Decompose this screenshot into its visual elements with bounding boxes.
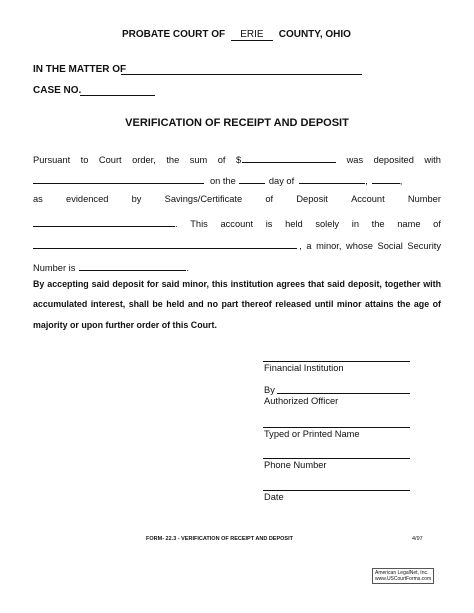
day-of-label: day of	[268, 176, 295, 186]
amount-field[interactable]	[242, 151, 336, 163]
institution-signature-line[interactable]	[263, 361, 410, 362]
p1-word: the	[371, 219, 385, 229]
para1-line6	[33, 259, 189, 273]
county-value: ERIE	[240, 29, 264, 40]
period: .	[186, 263, 189, 273]
p1-word: of	[217, 155, 226, 165]
officer-signature-line[interactable]	[277, 393, 410, 394]
period: .	[175, 219, 178, 229]
para2-line3	[33, 320, 217, 330]
p1-word: deposited	[373, 155, 414, 165]
date-line[interactable]	[263, 490, 410, 491]
para1-line2	[33, 172, 441, 186]
para2-line1	[33, 279, 441, 289]
form-revision: 4/97	[412, 536, 423, 542]
p1-word: sum	[189, 155, 208, 165]
matter-field[interactable]	[121, 74, 362, 75]
on-the-label: on the	[210, 176, 236, 186]
printed-name-line[interactable]	[263, 427, 410, 428]
p1-word: Account	[351, 194, 385, 204]
year-field[interactable]	[372, 172, 400, 184]
para2-line1-text: By accepting said deposit for said minor, this institution agrees that said deposit, together with	[33, 279, 441, 289]
p1-word: name	[397, 219, 421, 229]
institution-name-field[interactable]	[33, 172, 204, 184]
p1-word: Savings/Certificate	[164, 194, 243, 204]
p1-word: account	[220, 219, 254, 229]
p1-word: held	[285, 219, 303, 229]
case-number-field[interactable]	[80, 95, 155, 96]
dollar-sign: $	[235, 155, 242, 165]
p1-word: Deposit	[296, 194, 328, 204]
p1-word: with	[424, 155, 441, 165]
p1-word: as	[33, 194, 43, 204]
p1-word: Court	[98, 155, 122, 165]
p1-word: is	[265, 219, 273, 229]
month-field[interactable]	[299, 172, 365, 184]
p1-word: the	[166, 155, 180, 165]
para2-line2-text: accumulated interest, shall be held and no part thereof released until minor attains the age of	[33, 299, 441, 309]
para1-line4	[33, 215, 441, 229]
matter-label: IN THE MATTER OF	[33, 64, 127, 75]
minor-text: , a minor, whose Social Security	[299, 241, 441, 251]
ssn-label: Number is	[33, 263, 76, 273]
publisher-line2: www.USCourtForms.com	[375, 576, 432, 582]
p1-word: of	[265, 194, 274, 204]
court-suffix: COUNTY, OHIO	[278, 29, 351, 40]
para1-line3	[33, 194, 441, 204]
p1-word: to	[80, 155, 89, 165]
p1-word: Pursuant	[33, 155, 71, 165]
p1-word: solely	[315, 219, 340, 229]
p1-word: by	[131, 194, 142, 204]
court-prefix: PROBATE COURT OF	[122, 29, 226, 40]
p1-word: Number	[407, 194, 441, 204]
date-label: Date	[264, 492, 284, 502]
officer-label: Authorized Officer	[264, 396, 339, 406]
account-number-group	[33, 215, 178, 229]
account-number-field[interactable]	[33, 215, 175, 227]
publisher-stamp	[372, 568, 434, 584]
comma: ,	[365, 176, 368, 186]
para2-line2	[33, 299, 441, 309]
case-label: CASE NO.	[33, 85, 82, 96]
amount-group	[236, 151, 336, 165]
form-footer-label: FORM- 22.3 - VERIFICATION OF RECEIPT AND DEPOSIT	[146, 536, 293, 542]
p1-word: order,	[132, 155, 156, 165]
document-title	[0, 117, 474, 129]
matter-row	[33, 64, 126, 75]
institution-label: Financial Institution	[264, 363, 344, 373]
p1-word: of	[433, 219, 441, 229]
p1-word: evidenced	[66, 194, 109, 204]
day-field[interactable]	[239, 172, 265, 184]
p1-word: This	[190, 219, 208, 229]
comma: ,	[399, 176, 403, 186]
by-label: By	[264, 385, 275, 395]
para1-line5	[33, 237, 441, 251]
case-row	[33, 85, 81, 96]
minor-name-field[interactable]	[33, 237, 297, 249]
phone-line[interactable]	[263, 458, 410, 459]
publisher-line1: American LegalNet, Inc.	[375, 570, 429, 576]
court-header	[122, 29, 351, 41]
ssn-field[interactable]	[79, 259, 186, 271]
para1-line1	[33, 151, 441, 165]
printed-name-label: Typed or Printed Name	[264, 429, 360, 439]
county-field[interactable]	[231, 29, 273, 41]
document-title-text: VERIFICATION OF RECEIPT AND DEPOSIT	[125, 117, 349, 129]
phone-label: Phone Number	[264, 460, 327, 470]
p1-word: in	[351, 219, 359, 229]
p1-word: was	[346, 155, 364, 165]
para2-line3-text: majority or upon further order of this Court.	[33, 320, 217, 330]
